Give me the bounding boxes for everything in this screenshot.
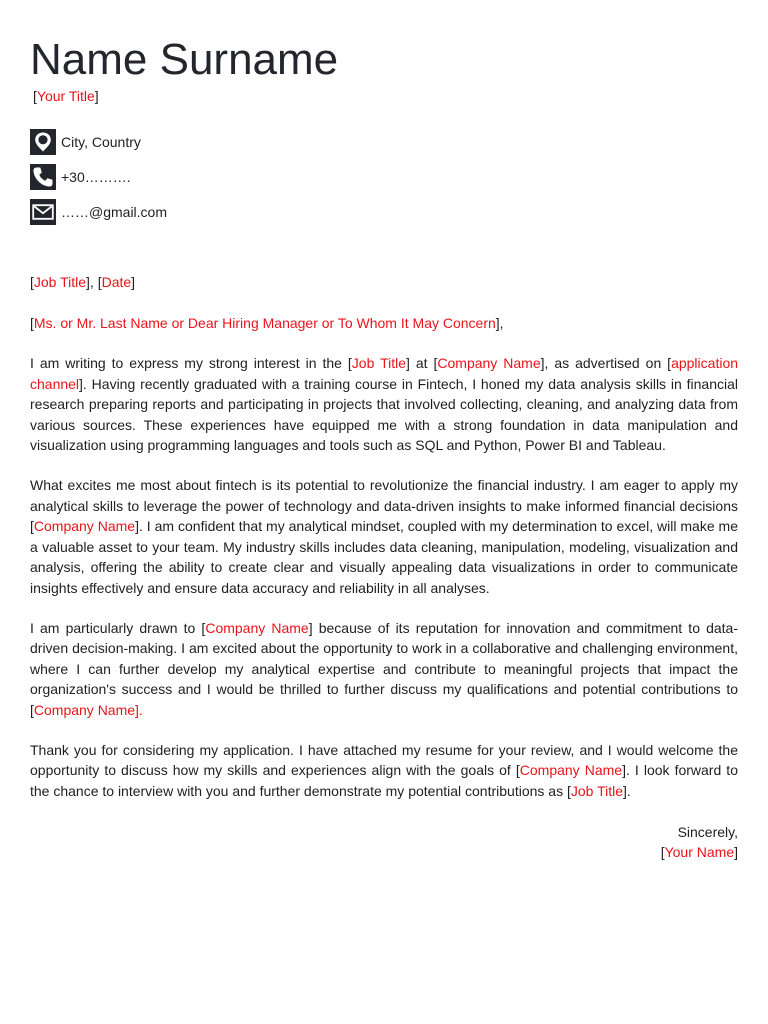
letter-body: [30, 272, 738, 801]
contact-list: [30, 129, 167, 234]
dateline-date: Date: [101, 274, 132, 290]
contact-email: [30, 199, 167, 225]
paragraph-4: Thank you for considering my application. I have attached my resume for your review, and I would welcome the opportunity to discuss how my skills and experiences align with the goals of [Company Name]. I look forward to the chance to interview with you and further demonstrate my potential contributions as [Job Title].: [30, 741, 738, 799]
phone-icon: [30, 164, 56, 190]
location-text: City, Country: [61, 134, 141, 150]
salutation: [Ms. or Mr. Last Name or Dear Hiring Manager or To Whom It May Concern],: [30, 315, 504, 331]
salutation-recipient: Ms. or Mr. Last Name or Dear Hiring Manager or To Whom It May Concern: [33, 315, 496, 331]
p2-company-name: Company Name: [33, 518, 136, 535]
signature-name: [Your Name]: [660, 844, 738, 860]
contact-location: [30, 129, 167, 155]
p3-company-name-2: Company Name].: [33, 701, 143, 718]
p4-company-name: Company Name: [519, 762, 623, 779]
your-name-placeholder: Your Name: [664, 844, 735, 860]
contact-phone: [30, 164, 167, 190]
paragraph-2: What excites me most about fintech is its potential to revolutionize the financial industry. I am eager to apply my analytical skills to leverage the power of technology and data-driven insights to make informed financial decisions [Company Name]. I am confident that my analytical mindset, coupled with my determination to excel, will make me a valuable asset to your team. My industry skills includes data cleaning, manipulation, modeling, visualization and analysis, offering the ability to create clear and visually appealing data visualizations in order to communicate insights effectively and ensure data accuracy and reliability in all analyses.: [30, 476, 739, 596]
p4-job-title: Job Title: [570, 782, 623, 799]
phone-text: +30……….: [61, 169, 131, 185]
dateline-job-title: Job Title: [33, 274, 87, 290]
p1-job-title: Job Title: [351, 355, 407, 371]
title-placeholder: Your Title: [36, 88, 95, 104]
applicant-title: [Your Title]: [33, 88, 99, 104]
sign-off: [661, 822, 738, 862]
dateline: [Job Title], [Date]: [30, 274, 136, 290]
p1-company-name: Company Name: [437, 355, 541, 371]
email-text: ……@gmail.com: [61, 204, 168, 220]
p3-company-name: Company Name: [205, 619, 309, 636]
paragraph-3: I am particularly drawn to [Company Name] because of its reputation for innovation and commitment to data-driven decision-making. I am excited about the opportunity to work in a collaborative and challenging environment, where I can further develop my analytical expertise and contribute to meaningful projects that impact the organization's success and I would be thrilled to further discuss my qualifications and potential contributions to [Company Name].: [30, 619, 739, 718]
paragraph-1: I am writing to express my strong interest in the [Job Title] at [Company Name], as advertised on [application channel]. Having recently graduated with a training course in Fintech, I honed my data analysis skills in financial research preparing reports and participating in projects that involved collecting, cleaning, and analyzing data from various sources. These experiences have equipped me with a strong foundation in data manipulation and visualization using programming languages and tools such as SQL and Python, Power BI and Tableau.: [30, 355, 739, 454]
p1-application-channel: application channel: [30, 355, 739, 392]
sincerely-text: Sincerely,: [677, 824, 738, 840]
envelope-icon: [30, 199, 56, 225]
location-pin-icon: [30, 129, 56, 155]
applicant-name: Name Surname: [30, 35, 339, 84]
